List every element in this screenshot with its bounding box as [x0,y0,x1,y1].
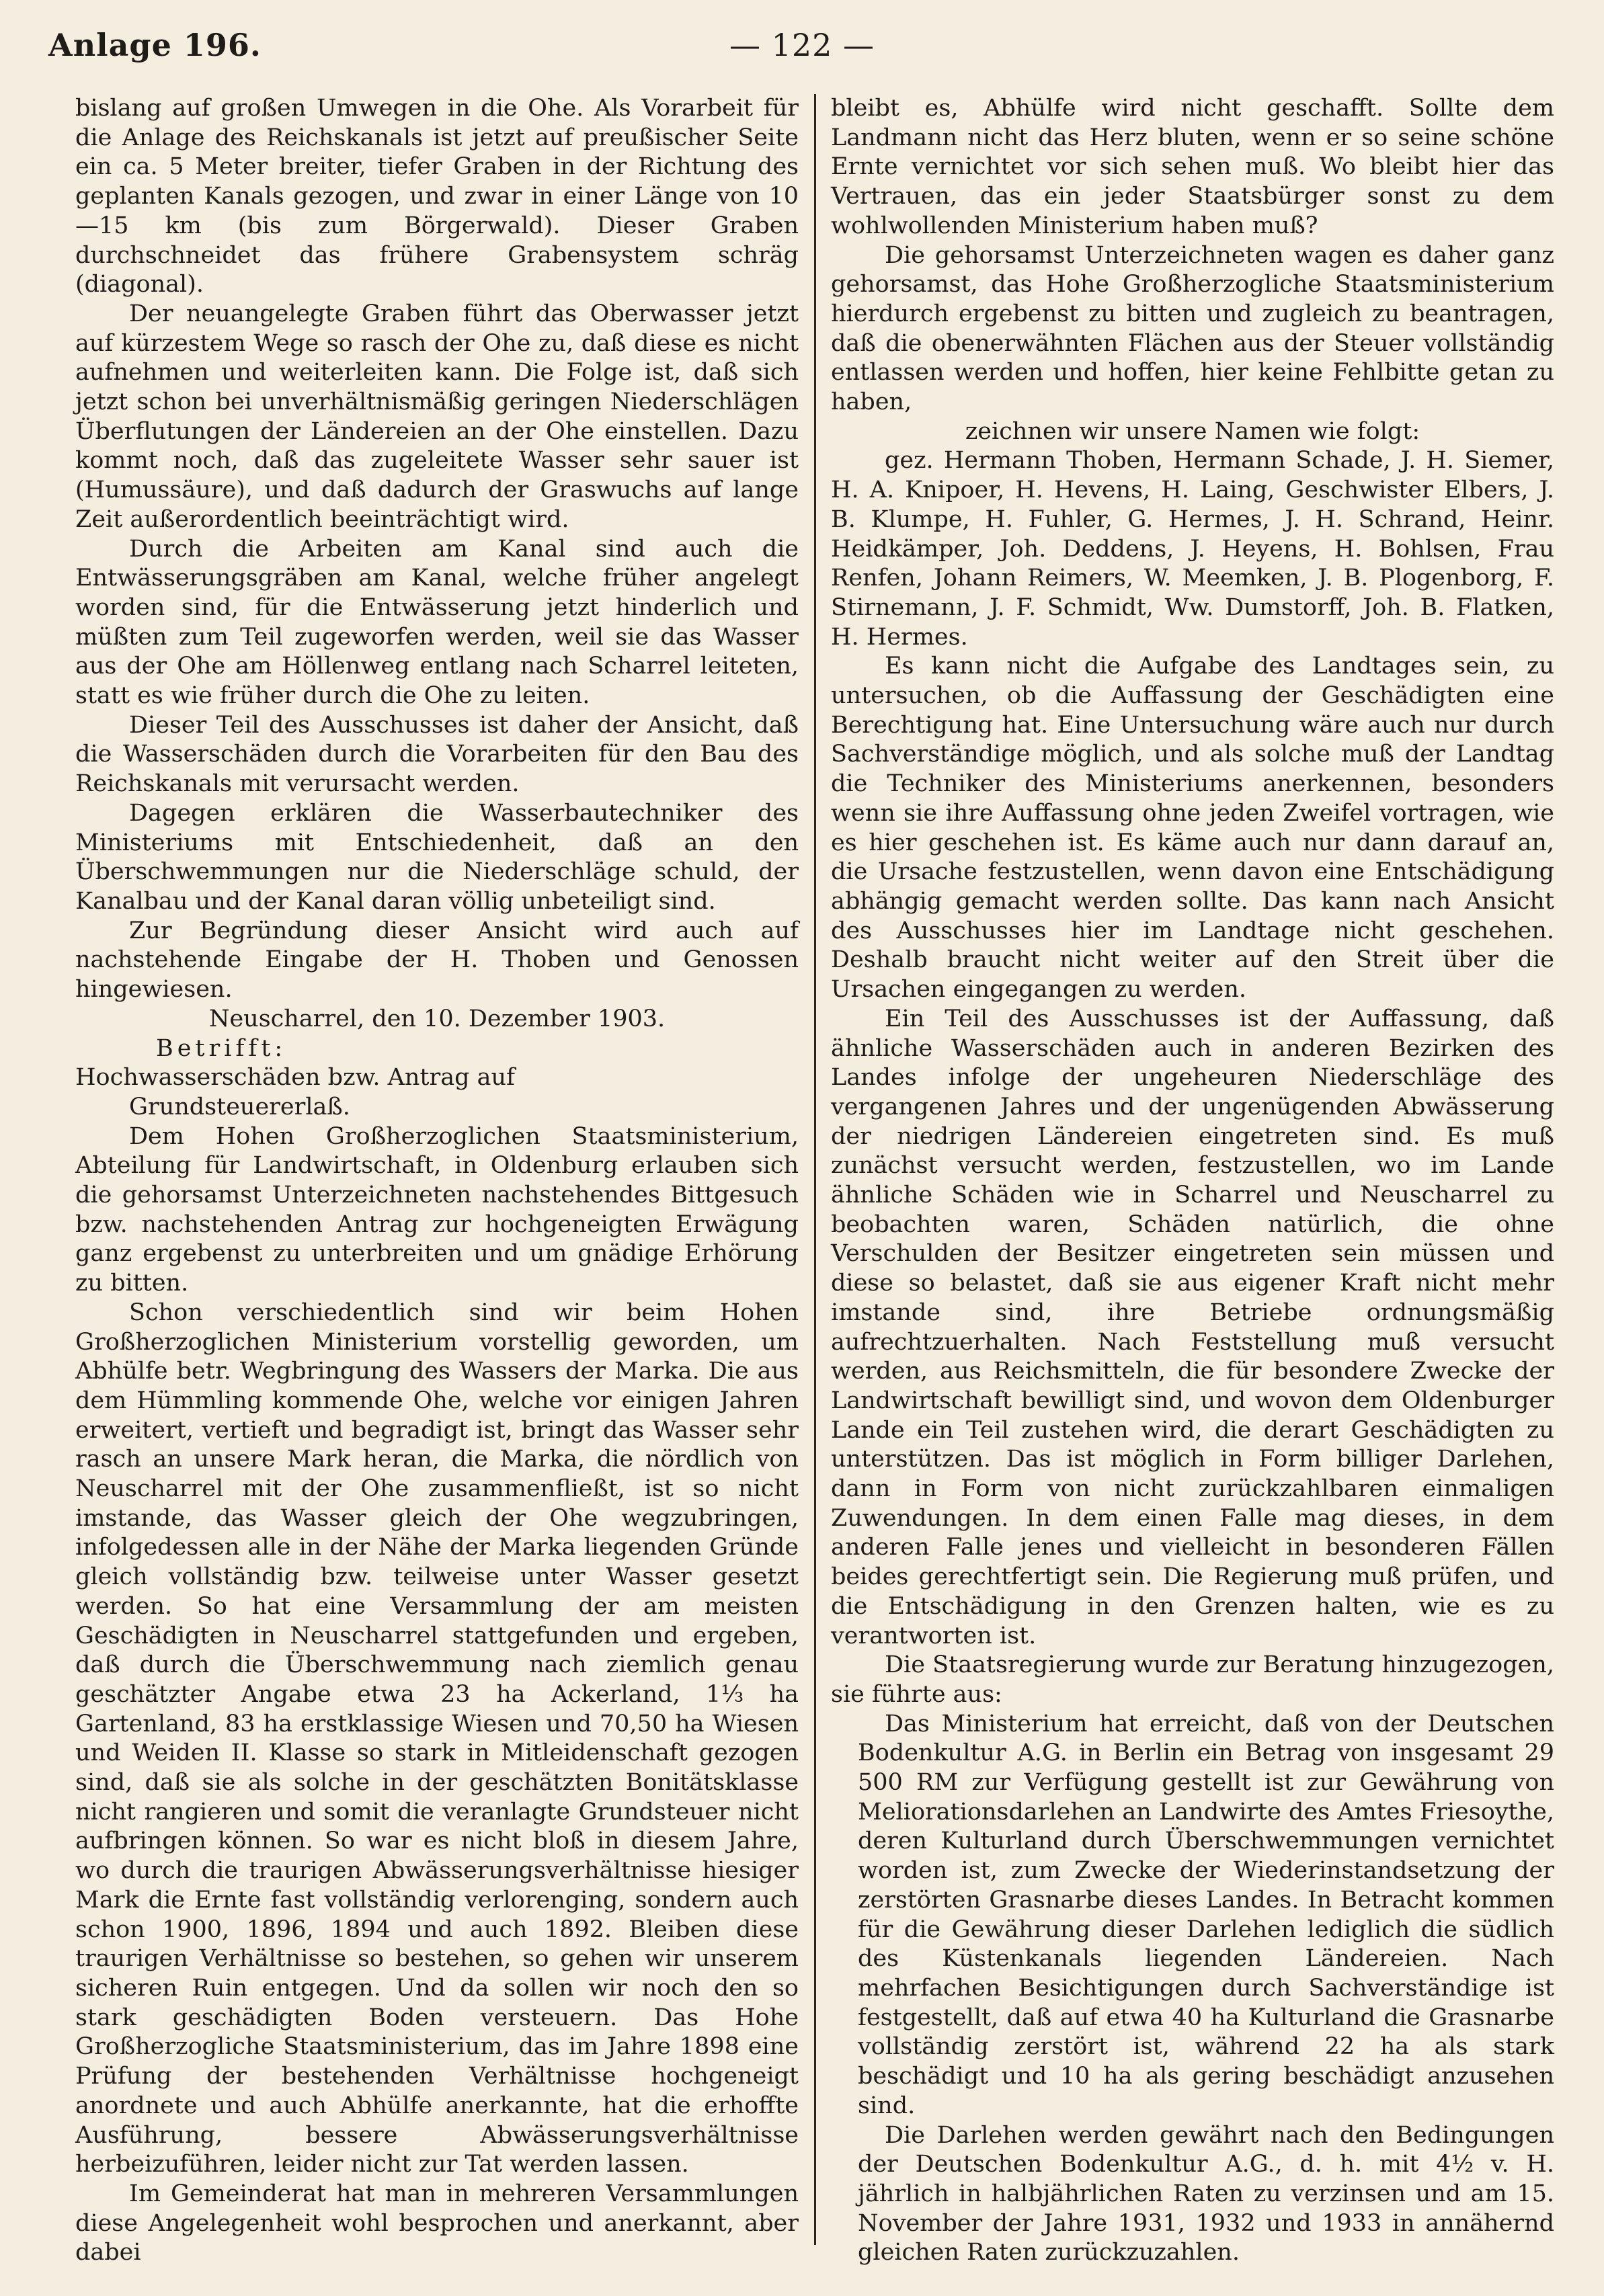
subject-text: Hochwasserschäden bzw. Antrag auf Grundsteuererlaß. [75,1064,515,1120]
paragraph: Schon verschiedentlich sind wir beim Hohen Großherzoglichen Ministerium vorstellig geworden, um Abhülfe betr. Wegbringung des Wassers der Marka. Die aus dem Hümmling kommende Ohe, welche vor einigen Jahren erweitert, vertieft und begradigt ist, bringt das Wasser sehr rasch an unsere Mark heran, die Marka, die nördlich von Neuscharrel mit der Ohe zusammenfließt, ist so nicht imstande, das Wasser gleich der Ohe wegzubringen, infolgedessen alle in der Nähe der Marka liegenden Gründe gleich vollständig bzw. teilweise unter Wasser gesetzt werden. So hat eine Versammlung der am meisten Geschädigten in Neuscharrel stattgefunden und ergeben, daß durch die Überschwemmung nach ziemlich genau geschätzter Angabe etwa 23 ha Ackerland, 1⅓ ha Gartenland, 83 ha erstklassige Wiesen und 70,50 ha Wiesen und Weiden II. Klasse so stark in Mitleidenschaft gezogen sind, daß sie als solche in der geschätzten Bonitätsklasse nicht rangieren und somit die veranlagte Grundsteuer nicht aufbringen können. So war es nicht bloß in diesem Jahre, wo durch die traurigen Abwässerungsverhältnisse hiesiger Mark die Ernte fast vollständig verlorenging, sondern auch schon 1900, 1896, 1894 und auch 1892. Bleiben diese traurigen Verhältnisse so bestehen, so gehen wir unserem sicheren Ruin entgegen. Und da sollen wir noch den so stark geschädigten Boden versteuern. Das Hohe Großherzogliche Staatsministerium, das im Jahre 1898 eine Prüfung der bestehenden Verhältnisse hochgeneigt anordnete und auch Abhülfe anerkannte, hat die erhoffte Ausführung, bessere Abwässerungsverhältnisse herbeizuführen, leider nicht zur Tat werden lassen. [75,1299,799,2178]
paragraph: bleibt es, Abhülfe wird nicht geschafft. Sollte dem Landmann nicht das Herz bluten, wenn er so seine schöne Ernte vernichtet vor sich sehen muß. Wo bleibt hier das Vertrauen, das ein jeder Staatsbürger sonst zu dem wohlwollenden Ministerium haben muß? [831,95,1554,239]
page-number: — 122 — [729,27,875,63]
signature-list: gez. Hermann Thoben, Hermann Schade, J. H. Siemer, H. A. Knipoer, H. Hevens, H. Laing, Geschwister Elbers, J. B. Klumpe, H. Fuhler, G. Hermes, J. H. Schrand, Heinr. Heidkämper, Joh. Deddens, J. Heyens, H. Bohlsen, Frau Renfen, Johann Reimers, W. Meemken, J. B. Plogenborg, F. Stirnemann, J. F. Schmidt, Ww. Dumstorff, Joh. B. Flatken, H. Hermes. [831,447,1554,651]
government-statement: Die Darlehen werden gewährt nach den Bedingungen der Deutschen Bodenkultur A.G., d. h. mit 4½ v. H. jährlich in halbjährlichen Raten zu verzinsen und am 15. November der Jahre 1931, 1932 und 1933 in annähernd gleichen Raten zurückzuzahlen. [858,2121,1554,2266]
paragraph: Die Staatsregierung wurde zur Beratung hinzugezogen, sie führte aus: [831,1651,1554,1708]
left-column [75,94,799,2268]
paragraph: Es kann nicht die Aufgabe des Landtages sein, zu untersuchen, ob die Auffassung der Geschädigten eine Berechtigung hat. Eine Untersuchung wäre auch nur durch Sachverständige möglich, und als solche muß der Landtag die Techniker des Ministeriums anerkennen, besonders wenn sie ihre Auffassung ohne jeden Zweifel vortragen, wie es hier geschehen ist. Es käme auch nur dann darauf an, die Ursache festzustellen, wenn davon eine Entschädigung abhängig gemacht werden sollte. Das kann nach Ansicht des Ausschusses hier im Landtage nicht geschehen. Deshalb braucht nicht weiter auf den Streit über die Ursachen eingegangen zu werden. [831,653,1554,1003]
paragraph: Zur Begründung dieser Ansicht wird auch auf nachstehende Eingabe der H. Thoben und Genossen hingewiesen. [75,917,799,1003]
paragraph: Dem Hohen Großherzoglichen Staatsministerium, Abteilung für Landwirtschaft, in Oldenburg erlauben sich die gehorsamst Unterzeichneten nachstehendes Bittgesuch bzw. nachstehenden Antrag zur hochgeneigten Erwägung ganz ergebenst zu unterbreiten und um gnädige Erhörung zu bitten. [75,1122,799,1297]
paragraph: Dagegen erklären die Wasserbautechniker des Ministeriums mit Entschiedenheit, daß an den Überschwemmungen nur die Niederschläge schuld, der Kanalbau und der Kanal daran völlig unbeteiligt sind. [75,799,799,915]
right-column [831,94,1554,2268]
signature-intro: zeichnen wir unsere Namen wie folgt: [965,417,1420,445]
paragraph: Die gehorsamst Unterzeichneten wagen es daher ganz gehorsamst, das Hohe Großherzogliche Staatsministerium hierdurch ergebenst zu bitten und zugleich zu beantragen, daß die obenerwähnten Flächen aus der Steuer vollständig entlassen werden und hoffen, hier keine Fehlbitte getan zu haben, [831,241,1554,416]
paragraph: Ein Teil des Ausschusses ist der Auffassung, daß ähnliche Wasserschäden auch in anderen Bezirken des Landes infolge der ungeheuren Niederschläge des vergangenen Jahres und der ungenügenden Abwässerung der niedrigen Ländereien eingetreten sind. Es muß zunächst versucht werden, festzustellen, wo im Lande ähnliche Schäden wie in Scharrel und Neuscharrel zu beobachten waren, Schäden natürlich, die ohne Verschulden der Besitzer eingetreten sein müssen und diese so belastet, daß sie aus eigener Kraft nicht mehr imstande sind, ihre Betriebe ordnungsmäßig aufrechtzuerhalten. Nach Feststellung muß versucht werden, aus Reichsmitteln, die für besondere Zwecke der Landwirtschaft bewilligt sind, und wovon dem Oldenburger Lande ein Teil zustehen wird, die derart Geschädigten zu unterstützen. Das ist möglich in Form billiger Darlehen, dann in Form von nicht zurückzahlbaren einmaligen Zuwendungen. In dem einen Falle mag dieses, in dem anderen Falle jenes und vielleicht in besonderen Fällen beides gerechtfertigt sein. Die Regierung muß prüfen, und die Entschädigung in den Grenzen halten, wie es zu verantworten ist. [831,1005,1554,1649]
government-statement: Das Ministerium hat erreicht, daß von der Deutschen Bodenkultur A.G. in Berlin ein Betrag von insgesamt 29 500 RM zur Verfügung gestellt ist zur Gewährung von Meliorationsdarlehen an Landwirte des Amtes Friesoythe, deren Kulturland durch Überschwemmungen vernichtet worden ist, zum Zwecke der Wiederinstandsetzung der zerstörten Grasnarbe dieses Landes. In Betracht kommen für die Gewährung dieser Darlehen lediglich die südlich des Küstenkanals liegenden Ländereien. Nach mehrfachen Besichtigungen durch Sachverständige ist festgestellt, daß auf etwa 40 ha Kulturland die Grasnarbe vollständig zerstört ist, während 22 ha als stark beschädigt und 10 ha als gering beschädigt anzusehen sind. [858,1710,1554,2119]
paragraph: Durch die Arbeiten am Kanal sind auch die Entwässerungsgräben am Kanal, welche früher angelegt worden sind, für die Entwässerung jetzt hinderlich und müßten zum Teil zugeworfen werden, weil sie das Wasser aus der Ohe am Höllenweg entlang nach Scharrel leiteten, statt es wie früher durch die Ohe zu leiten. [75,535,799,710]
annex-label: Anlage 196. [48,27,262,63]
paragraph: Im Gemeinderat hat man in mehreren Versammlungen diese Angelegenheit wohl besprochen und anerkannt, aber dabei [75,2180,799,2266]
column-divider [814,94,816,2245]
paragraph: Der neuangelegte Graben führt das Oberwasser jetzt auf kürzestem Wege so rasch der Ohe zu, daß diese es nicht aufnehmen und weiterleiten kann. Die Folge ist, daß sich jetzt schon bei unverhältnismäßig geringen Niederschlägen Überflutungen der Ländereien an der Ohe einstellen. Dazu kommt noch, daß das zugeleitete Wasser sehr sauer ist (Humussäure), und daß dadurch der Graswuchs auf lange Zeit außerordentlich beeinträchtigt wird. [75,300,799,533]
paragraph: Dieser Teil des Ausschusses ist daher der Ansicht, daß die Wasserschäden durch die Vorarbeiten für den Bau des Reichskanals mit verursacht werden. [75,711,799,798]
subject-label: Betrifft: [156,1034,287,1062]
place-date: Neuscharrel, den 10. Dezember 1903. [208,1005,666,1032]
paragraph: bislang auf großen Umwegen in die Ohe. Als Vorarbeit für die Anlage des Reichskanals ist jetzt auf preußischer Seite ein ca. 5 Meter breiter, tiefer Graben in der Richtung des geplanten Kanals gezogen, und zwar in einer Länge von 10—15 km (bis zum Börgerwald). Dieser Graben durchschneidet das frühere Grabensystem schräg (diagonal). [75,95,799,298]
